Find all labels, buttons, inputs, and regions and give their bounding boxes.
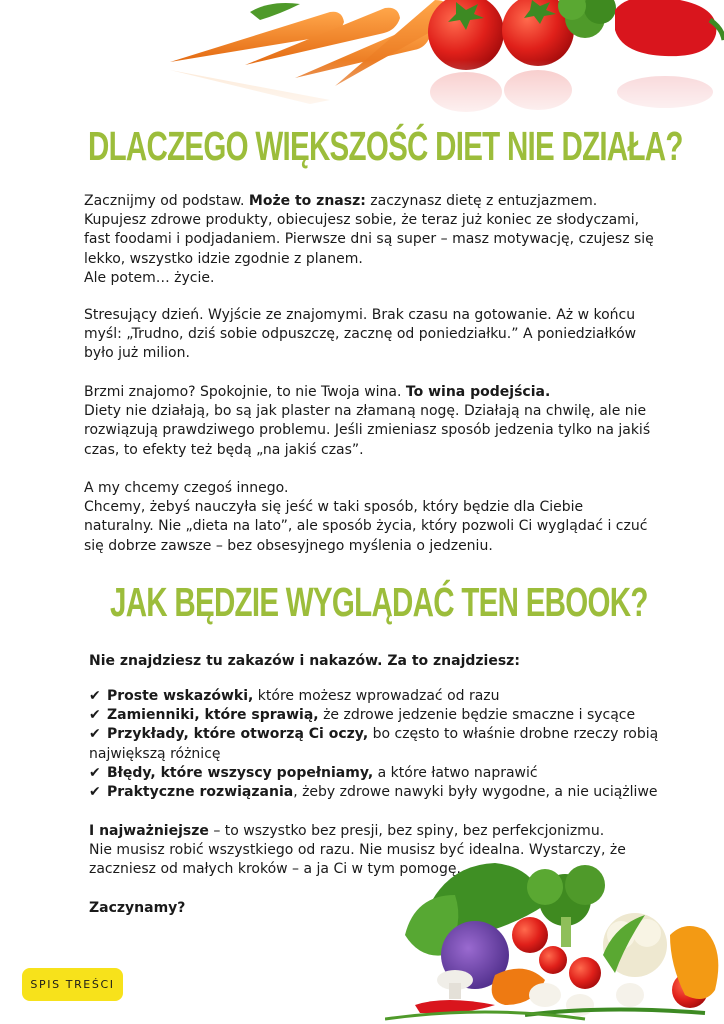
features-list <box>89 687 669 802</box>
heading-ebook-overview: JAK BĘDZIE WYGLĄDAĆ TEN EBOOK? <box>110 579 648 625</box>
list-item: ✔ Zamienniki, które sprawią, że zdrowe jedzenie będzie smaczne i sycące <box>89 706 669 725</box>
list-item: ✔ Proste wskazówki, które możesz wprowadzać od razu <box>89 687 669 706</box>
vegetables-bottom-image <box>385 855 724 1024</box>
check-icon: ✔ <box>89 707 101 724</box>
table-of-contents-button[interactable]: SPIS TREŚCI <box>22 968 123 1001</box>
list-item: ✔ Błędy, które wszyscy popełniamy, a które łatwo naprawić <box>89 764 669 783</box>
paragraph-stressful-day: Stresujący dzień. Wyjście ze znajomymi. Brak czasu na gotowanie. Aż w końcu myśl: „Trudno, dziś sobie odpuszczę, zacznę od poniedziałku.” A poniedziałków było już milion. <box>84 307 637 362</box>
heading-why-diets-fail: DLACZEGO WIĘKSZOŚĆ DIET NIE DZIAŁA? <box>88 123 683 169</box>
check-icon: ✔ <box>89 784 101 801</box>
paragraph-most-important: I najważniejsze – to wszystko bez presji, bez spiny, bez perfekcjonizmu. Nie musisz robić wszystkiego od razu. Nie musisz być idealna. Wystarczy, że zaczniesz od małych kroków – a ja Ci w tym pomogę. <box>89 823 626 878</box>
vegetables-top-image <box>160 0 724 130</box>
list-item: ✔ Przykłady, które otworzą Ci oczy, bo często to właśnie drobne rzeczy robią największą różnicę <box>89 726 659 762</box>
paragraph-intro: Zacznijmy od podstaw. Może to znasz: zaczynasz dietę z entuzjazmem. Kupujesz zdrowe produkty, obiecujesz sobie, że teraz już koniec ze słodyczami, fast foodami i podjadaniem. Pierwsze dni są super – masz motywację, czujesz się lekko, wszystko idzie zgodnie z planem. Ale potem… życie. <box>84 193 654 286</box>
paragraph-not-your-fault: Brzmi znajomo? Spokojnie, to nie Twoja wina. To wina podejścia. Diety nie działają, bo są jak plaster na złamaną nogę. Działają na chwilę, ale nie rozwiązują prawdziwego problemu. Jeśli zmieniasz sposób jedzenia tylko na jakiś czas, to efekty też będą „na jakiś czas”. <box>84 384 651 458</box>
closing-question: Zaczynamy? <box>89 900 186 916</box>
list-intro: Nie znajdziesz tu zakazów i nakazów. Za to znajdziesz: <box>89 653 520 669</box>
check-icon: ✔ <box>89 764 101 781</box>
check-icon: ✔ <box>89 688 101 704</box>
paragraph-we-want-something-else: A my chcemy czegoś innego. Chcemy, żebyś nauczyła się jeść w taki sposób, który będzie dla Ciebie naturalny. Nie „dieta na lato”, ale sposób życia, który pozwoli Ci wyglądać i czuć się dobrze zawsze – bez obsesyjnego myślenia o jedzeniu. <box>84 480 648 554</box>
check-icon: ✔ <box>89 726 101 743</box>
list-item: ✔ Praktyczne rozwiązania, żeby zdrowe nawyki były wygodne, a nie uciążliwe <box>89 783 669 802</box>
